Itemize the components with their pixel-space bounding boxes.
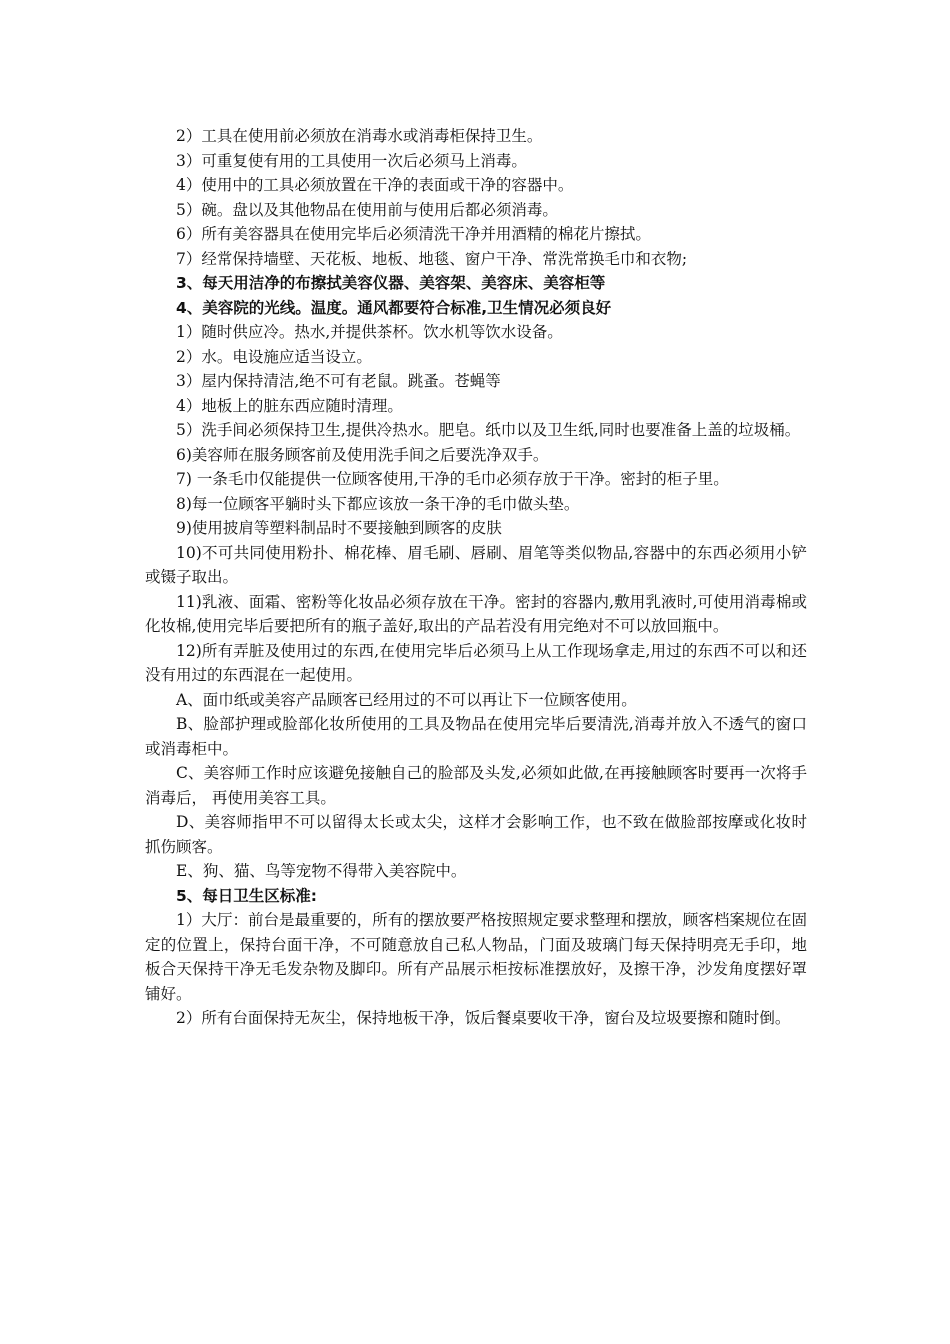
paragraph: 5）碗。盘以及其他物品在使用前与使用后都必须消毒。 xyxy=(176,200,558,219)
paragraph: E、狗、猫、鸟等宠物不得带入美容院中。 xyxy=(176,862,467,880)
paragraph: 4）地板上的脏东西应随时清理。 xyxy=(176,396,403,415)
paragraph: 2）水。电设施应适当设立。 xyxy=(176,347,372,366)
paragraph: A、面巾纸或美容产品顾客已经用过的不可以再让下一位顾客使用。 xyxy=(176,690,637,709)
paragraph: 5）洗手间必须保持卫生,提供冷热水。肥皂。纸巾以及卫生纸,同时也要准备上盖的垃圾桶。 xyxy=(176,421,801,439)
paragraph: 3）可重复使有用的工具使用一次后必须马上消毒。 xyxy=(176,151,527,170)
paragraph: 3）屋内保持清洁,绝不可有老鼠。跳蚤。苍蝇等 xyxy=(176,372,501,390)
section-heading: 4、美容院的光线。温度。通风都要符合标准,卫生情况必须良好 xyxy=(176,298,612,317)
paragraph: 2）所有台面保持无灰尘，保持地板干净，饭后餐桌要收干净，窗台及垃圾要擦和随时倒。 xyxy=(176,1009,791,1027)
paragraph: D、美容师指甲不可以留得太长或太尖，这样才会影响工作，也不致在做脸部按摩或化妆时抓伤顾客。 xyxy=(145,813,807,856)
paragraph: 1）大厅：前台是最重要的，所有的摆放要严格按照规定要求整理和摆放，顾客档案规位在固定的位置上，保持台面干净，不可随意放自己私人物品，门面及玻璃门每天保持明亮无手印，地板合天保持干净无毛发杂物及脚印。所有产品展示柜按标准摆放好，及擦干净，沙发角度摆好罩铺好。 xyxy=(145,911,807,1003)
paragraph: 6)美容师在服务顾客前及使用洗手间之后要洗净双手。 xyxy=(176,445,549,464)
paragraph: 7）经常保持墙壁、天花板、地板、地毯、窗户干净、常洗常换毛巾和衣物; xyxy=(176,249,688,268)
paragraph: 1）随时供应冷。热水,并提供茶杯。饮水机等饮水设备。 xyxy=(176,323,563,341)
paragraph: 2）工具在使用前必须放在消毒水或消毒柜保持卫生。 xyxy=(176,127,543,145)
paragraph: 12)所有弄脏及使用过的东西,在使用完毕后必须马上从工作现场拿走,用过的东西不可以和还没有用过的东西混在一起使用。 xyxy=(145,641,807,684)
paragraph: 7) 一条毛巾仅能提供一位顾客使用,干净的毛巾必须存放于干净。密封的柜子里。 xyxy=(176,470,729,488)
paragraph: 11)乳液、面霜、密粉等化妆品必须存放在干净。密封的容器内,敷用乳液时,可使用消毒棉或化妆棉,使用完毕后要把所有的瓶子盖好,取出的产品若没有用完绝对不可以放回瓶中。 xyxy=(145,592,807,635)
paragraph: 9)使用披肩等塑料制品时不要接触到顾客的皮肤 xyxy=(176,519,502,537)
paragraph: 10)不可共同使用粉扑、棉花棒、眉毛刷、唇刷、眉笔等类似物品,容器中的东西必须用小铲或镊子取出。 xyxy=(145,543,807,586)
paragraph: 4）使用中的工具必须放置在干净的表面或干净的容器中。 xyxy=(176,176,574,194)
paragraph: 8)每一位顾客平躺时头下都应该放一条干净的毛巾做头垫。 xyxy=(176,494,580,513)
paragraph: B、脸部护理或脸部化妆所使用的工具及物品在使用完毕后要清洗,消毒并放入不透气的窗口或消毒柜中。 xyxy=(145,715,807,758)
paragraph: 6）所有美容器具在使用完毕后必须清洗干净并用酒精的棉花片擦拭。 xyxy=(176,225,651,243)
paragraph: C、美容师工作时应该避免接触自己的脸部及头发,必须如此做,在再接触顾客时要再一次将手消毒后， 再使用美容工具。 xyxy=(145,764,807,807)
section-heading: 5、每日卫生区标准: xyxy=(176,886,317,905)
section-heading: 3、每天用洁净的布擦拭美容仪器、美容架、美容床、美容柜等 xyxy=(176,274,606,292)
document-page xyxy=(145,124,807,1031)
